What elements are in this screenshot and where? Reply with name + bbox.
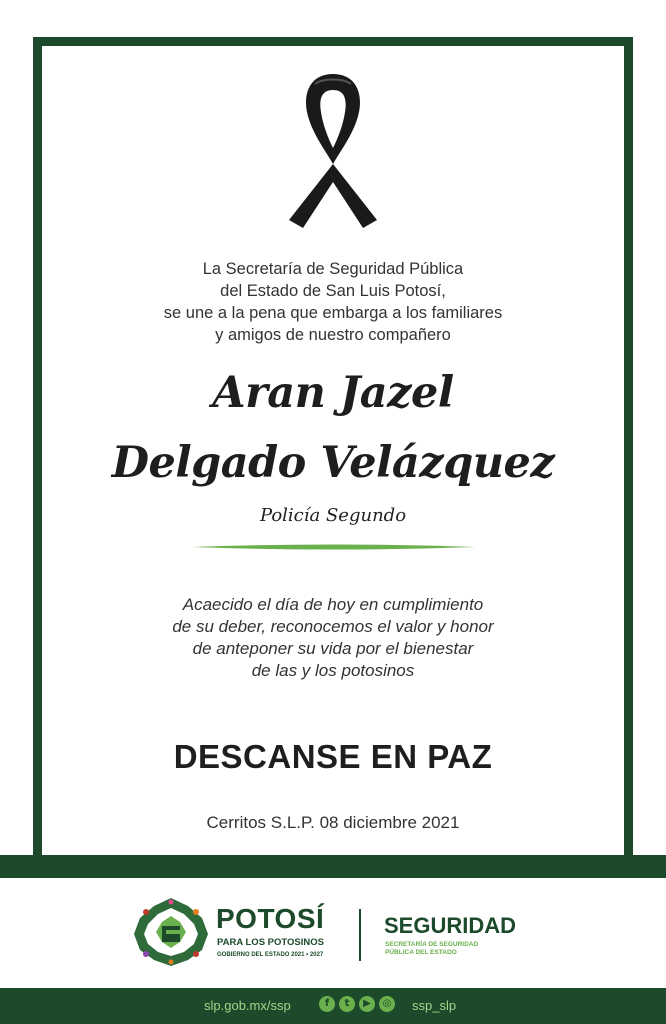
tribute-text	[0, 594, 666, 682]
tribute-line: Acaecido el día de hoy en cumplimiento	[182, 595, 484, 614]
website-link[interactable]: slp.gob.mx/ssp	[204, 998, 291, 1013]
farewell-heading: DESCANSE EN PAZ	[173, 738, 493, 775]
logo-subtitle: PARA LOS POTOSINOS	[217, 937, 324, 948]
social-handle[interactable]: ssp_slp	[412, 998, 457, 1013]
facebook-icon[interactable]: f	[319, 996, 335, 1012]
agency-subtitle	[385, 941, 505, 957]
footer-logo-area	[0, 878, 666, 988]
deceased-rank: Policía Segundo	[259, 505, 407, 526]
green-divider	[192, 543, 476, 551]
place-date: Cerritos S.L.P. 08 diciembre 2021	[206, 813, 460, 832]
tribute-line: de anteponer su vida por el bienestar	[192, 639, 474, 658]
intro-text	[0, 258, 666, 346]
mourning-ribbon-icon	[285, 70, 381, 232]
agency-subtitle-line: SECRETARÍA DE SEGURIDAD	[385, 941, 479, 948]
tribute-line: de su deber, reconocemos el valor y honor	[172, 617, 494, 636]
instagram-icon[interactable]: ◎	[379, 996, 395, 1012]
twitter-icon[interactable]: t	[339, 996, 355, 1012]
deceased-name-last: Delgado Velázquez	[111, 438, 555, 488]
state-emblem-icon	[132, 896, 210, 968]
youtube-icon[interactable]: ▶	[359, 996, 375, 1012]
logo-title: POTOSÍ	[216, 903, 325, 934]
social-icons	[319, 996, 395, 1012]
intro-line: y amigos de nuestro compañero	[215, 326, 451, 344]
tribute-line: de las y los potosinos	[251, 661, 415, 680]
footer-top-band	[0, 855, 666, 878]
deceased-name-first: Aran Jazel	[212, 368, 454, 418]
logo-government: GOBIERNO DEL ESTADO 2021 • 2027	[217, 952, 324, 958]
intro-line: se une a la pena que embarga a los familiares	[163, 304, 503, 322]
logo-separator	[359, 909, 361, 961]
intro-line: La Secretaría de Seguridad Pública	[202, 260, 464, 278]
agency-subtitle-line: PÚBLICA DEL ESTADO	[385, 949, 457, 956]
intro-line: del Estado de San Luis Potosí,	[220, 282, 446, 300]
agency-title: SEGURIDAD	[384, 913, 517, 938]
